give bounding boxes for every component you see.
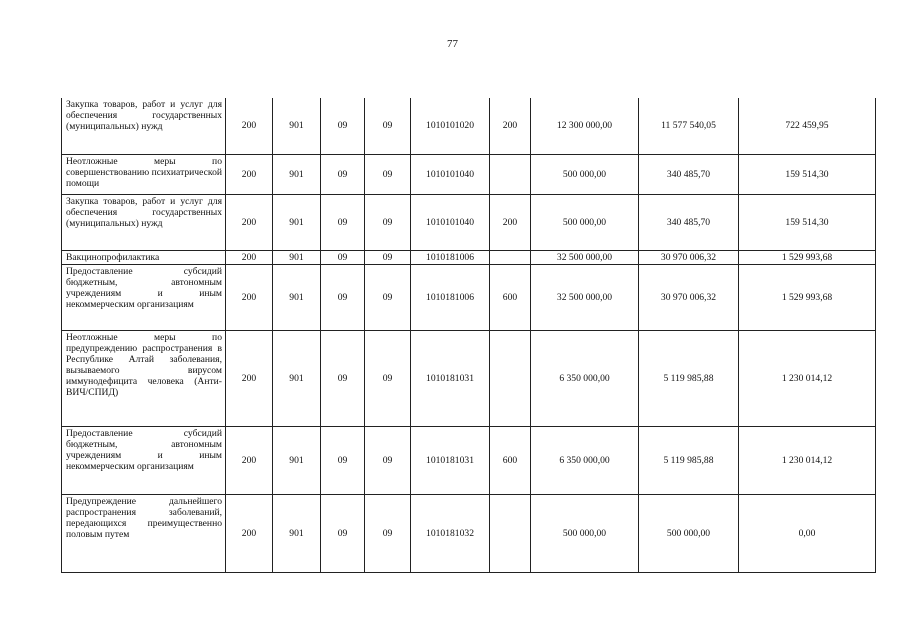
cell-target-article: 1010181006 (411, 264, 490, 330)
cell-remaining-amount: 1 230 014,12 (739, 330, 876, 426)
cell-department: 901 (273, 154, 321, 194)
cell-expense-type (490, 330, 531, 426)
cell-executed-amount: 340 485,70 (639, 154, 739, 194)
cell-subsection: 09 (365, 494, 411, 572)
table-row (62, 330, 876, 426)
cell-section: 09 (321, 494, 365, 572)
row-name: Неотложные меры по совершенствованию психиатрической помощи (62, 154, 226, 194)
table-row (62, 426, 876, 494)
cell-remaining-amount: 1 529 993,68 (739, 264, 876, 330)
budget-table (61, 98, 876, 573)
table-row (62, 494, 876, 572)
cell-executed-amount: 30 970 006,32 (639, 250, 739, 264)
cell-department: 901 (273, 330, 321, 426)
cell-executed-amount: 500 000,00 (639, 494, 739, 572)
cell-grbs: 200 (226, 250, 273, 264)
cell-planned-amount: 6 350 000,00 (531, 330, 639, 426)
cell-planned-amount: 6 350 000,00 (531, 426, 639, 494)
cell-target-article: 1010101040 (411, 194, 490, 250)
row-name: Закупка товаров, работ и услуг для обеспечения государственных (муниципальных) нужд (62, 194, 226, 250)
cell-planned-amount: 32 500 000,00 (531, 250, 639, 264)
cell-executed-amount: 340 485,70 (639, 194, 739, 250)
cell-expense-type: 200 (490, 98, 531, 154)
cell-subsection: 09 (365, 194, 411, 250)
cell-expense-type: 600 (490, 264, 531, 330)
cell-planned-amount: 500 000,00 (531, 154, 639, 194)
cell-target-article: 1010181031 (411, 330, 490, 426)
cell-department: 901 (273, 264, 321, 330)
table-row (62, 154, 876, 194)
cell-planned-amount: 500 000,00 (531, 194, 639, 250)
cell-planned-amount: 32 500 000,00 (531, 264, 639, 330)
cell-subsection: 09 (365, 426, 411, 494)
cell-planned-amount: 500 000,00 (531, 494, 639, 572)
cell-grbs: 200 (226, 330, 273, 426)
cell-remaining-amount: 159 514,30 (739, 154, 876, 194)
row-name: Неотложные меры по предупреждению распространения в Республике Алтай заболевания, вызываемого вирусом иммунодефицита человека (Анти-ВИЧ/СПИД) (62, 330, 226, 426)
cell-section: 09 (321, 426, 365, 494)
cell-section: 09 (321, 250, 365, 264)
cell-grbs: 200 (226, 264, 273, 330)
cell-section: 09 (321, 194, 365, 250)
table-row (62, 250, 876, 264)
cell-expense-type: 200 (490, 194, 531, 250)
cell-section: 09 (321, 154, 365, 194)
cell-remaining-amount: 159 514,30 (739, 194, 876, 250)
row-name: Вакцинопрофилактика (62, 250, 226, 264)
cell-department: 901 (273, 250, 321, 264)
table-row (62, 98, 876, 154)
cell-section: 09 (321, 330, 365, 426)
cell-grbs: 200 (226, 98, 273, 154)
cell-remaining-amount: 1 529 993,68 (739, 250, 876, 264)
cell-grbs: 200 (226, 194, 273, 250)
cell-remaining-amount: 722 459,95 (739, 98, 876, 154)
cell-expense-type: 600 (490, 426, 531, 494)
cell-executed-amount: 5 119 985,88 (639, 330, 739, 426)
row-name: Закупка товаров, работ и услуг для обеспечения государственных (муниципальных) нужд (62, 98, 226, 154)
cell-subsection: 09 (365, 264, 411, 330)
cell-executed-amount: 5 119 985,88 (639, 426, 739, 494)
row-name: Предоставление субсидий бюджетным, автономным учреждениям и иным некоммерческим организациям (62, 426, 226, 494)
page-number: 77 (447, 38, 458, 50)
cell-expense-type (490, 154, 531, 194)
cell-grbs: 200 (226, 426, 273, 494)
table-body (62, 98, 876, 572)
cell-department: 901 (273, 426, 321, 494)
cell-subsection: 09 (365, 154, 411, 194)
row-name: Предоставление субсидий бюджетным, автономным учреждениям и иным некоммерческим организациям (62, 264, 226, 330)
cell-department: 901 (273, 194, 321, 250)
cell-executed-amount: 11 577 540,05 (639, 98, 739, 154)
cell-grbs: 200 (226, 154, 273, 194)
cell-department: 901 (273, 494, 321, 572)
cell-target-article: 1010101040 (411, 154, 490, 194)
cell-subsection: 09 (365, 250, 411, 264)
table-row (62, 194, 876, 250)
cell-section: 09 (321, 98, 365, 154)
cell-grbs: 200 (226, 494, 273, 572)
cell-remaining-amount: 1 230 014,12 (739, 426, 876, 494)
cell-target-article: 1010181031 (411, 426, 490, 494)
table-row (62, 264, 876, 330)
cell-section: 09 (321, 264, 365, 330)
row-name: Предупреждение дальнейшего распространения заболеваний, передающихся преимущественно половым путем (62, 494, 226, 572)
cell-target-article: 1010101020 (411, 98, 490, 154)
cell-expense-type (490, 494, 531, 572)
cell-executed-amount: 30 970 006,32 (639, 264, 739, 330)
cell-subsection: 09 (365, 330, 411, 426)
cell-department: 901 (273, 98, 321, 154)
cell-remaining-amount: 0,00 (739, 494, 876, 572)
cell-target-article: 1010181006 (411, 250, 490, 264)
cell-target-article: 1010181032 (411, 494, 490, 572)
cell-planned-amount: 12 300 000,00 (531, 98, 639, 154)
cell-subsection: 09 (365, 98, 411, 154)
cell-expense-type (490, 250, 531, 264)
